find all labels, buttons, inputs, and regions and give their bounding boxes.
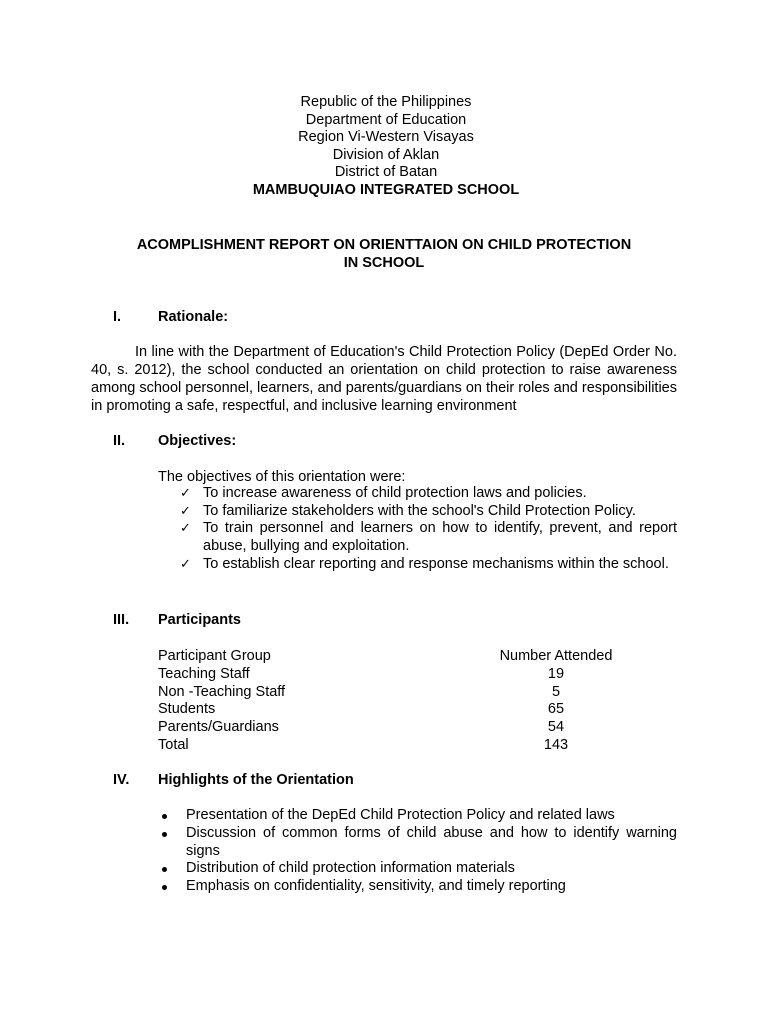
list-item bbox=[158, 520, 677, 555]
highlight-text: Distribution of child protection information materials bbox=[186, 860, 515, 877]
table-row bbox=[158, 700, 628, 718]
report-title bbox=[100, 236, 668, 272]
participant-group: Students bbox=[158, 701, 216, 718]
participant-group: Non -Teaching Staff bbox=[158, 683, 286, 700]
participant-group: Total bbox=[158, 736, 189, 753]
participant-count: 54 bbox=[547, 719, 565, 736]
check-icon: ✓ bbox=[180, 503, 191, 519]
letterhead-district: District of Batan bbox=[334, 164, 438, 181]
column-header-count: Number Attended bbox=[499, 648, 613, 664]
table-row bbox=[158, 665, 628, 683]
bullet-icon bbox=[162, 814, 167, 819]
bullet-icon bbox=[162, 885, 167, 890]
check-icon: ✓ bbox=[180, 556, 191, 572]
bullet-icon bbox=[162, 867, 167, 872]
objective-text: To increase awareness of child protection laws and policies. bbox=[203, 485, 587, 501]
check-icon: ✓ bbox=[180, 486, 191, 501]
letterhead-department: Department of Education bbox=[305, 111, 467, 128]
letterhead bbox=[0, 94, 768, 200]
letterhead-republic: Republic of the Philippines bbox=[300, 94, 472, 110]
list-item bbox=[158, 878, 677, 896]
objective-text: To establish clear reporting and response mechanisms within the school. bbox=[203, 555, 669, 572]
report-title-line-2: IN SCHOOL bbox=[343, 255, 425, 271]
participant-count: 65 bbox=[547, 701, 565, 718]
participants-table bbox=[158, 647, 628, 754]
list-item bbox=[158, 807, 677, 825]
section-1-number: I. bbox=[113, 309, 122, 325]
letterhead-division: Division of Aklan bbox=[332, 146, 440, 163]
bullet-icon bbox=[162, 832, 167, 837]
rationale-paragraph: In line with the Department of Education's Child Protection Policy (DepEd Order No. 40, s. 2012), the school conducted an orientation on child protection to raise awareness among school personnel, learners, and parents/guardians on their roles and responsibilities in promoting a safe, respectful, and inclusive learning environment bbox=[91, 344, 677, 414]
highlights-list bbox=[158, 807, 677, 896]
highlight-text: Discussion of common forms of child abuse and how to identify warning signs bbox=[186, 824, 677, 859]
school-name: MAMBUQUIAO INTEGRATED SCHOOL bbox=[252, 181, 520, 198]
objective-text: To train personnel and learners on how to identify, prevent, and report abuse, bullying and exploitation. bbox=[203, 520, 677, 555]
objectives-intro: The objectives of this orientation were: bbox=[158, 469, 406, 485]
report-title-line-1: ACOMPLISHMENT REPORT ON ORIENTTAION ON CHILD PROTECTION bbox=[136, 237, 632, 253]
section-1-heading: Rationale: bbox=[158, 309, 229, 325]
section-4-heading: Highlights of the Orientation bbox=[158, 772, 354, 788]
participant-count: 5 bbox=[551, 683, 561, 700]
participant-count: 19 bbox=[547, 665, 565, 682]
table-row bbox=[158, 683, 628, 701]
list-item bbox=[158, 860, 677, 878]
participant-group: Parents/Guardians bbox=[158, 719, 279, 736]
section-4-number: IV. bbox=[113, 772, 130, 788]
letterhead-region: Region Vi-Western Visayas bbox=[298, 129, 474, 146]
column-header-group: Participant Group bbox=[158, 648, 271, 664]
objectives-list bbox=[158, 485, 677, 574]
participant-count: 143 bbox=[543, 736, 569, 753]
highlight-text: Presentation of the DepEd Child Protection Policy and related laws bbox=[186, 807, 615, 823]
objective-text: To familiarize stakeholders with the school's Child Protection Policy. bbox=[203, 502, 636, 519]
section-3-heading: Participants bbox=[158, 612, 241, 628]
section-3-number: III. bbox=[113, 612, 130, 628]
table-header-row bbox=[158, 647, 628, 665]
list-item bbox=[158, 485, 677, 503]
table-total-row bbox=[158, 736, 628, 754]
table-row bbox=[158, 718, 628, 736]
highlight-text: Emphasis on confidentiality, sensitivity, and timely reporting bbox=[186, 878, 566, 895]
check-icon: ✓ bbox=[180, 521, 191, 537]
participant-group: Teaching Staff bbox=[158, 665, 250, 682]
list-item bbox=[158, 556, 677, 574]
list-item bbox=[158, 503, 677, 521]
section-2-heading: Objectives: bbox=[158, 433, 237, 449]
list-item bbox=[158, 825, 677, 861]
section-2-number: II. bbox=[113, 433, 126, 449]
